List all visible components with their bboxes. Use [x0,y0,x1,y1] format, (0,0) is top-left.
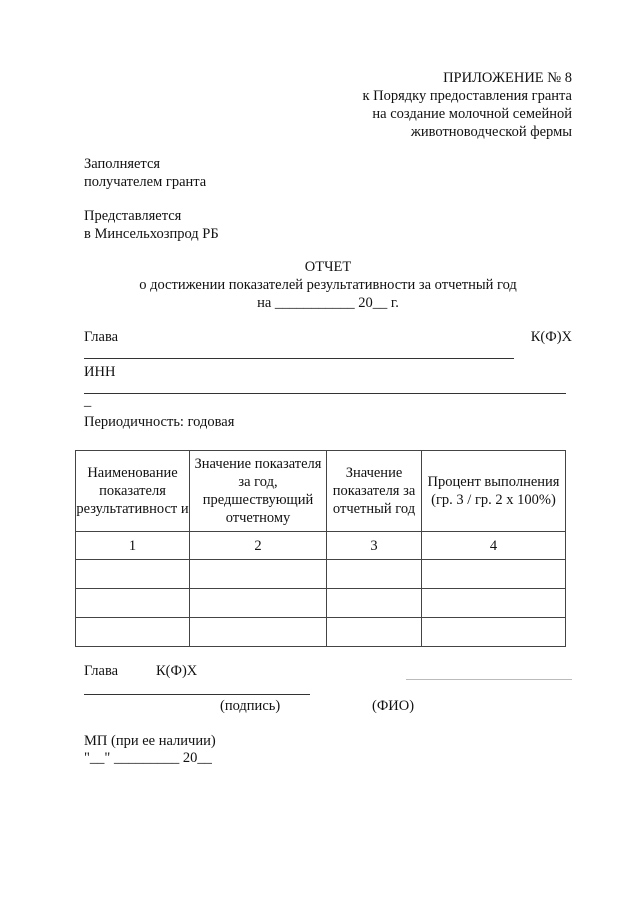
table-cell[interactable] [327,589,422,618]
column-header: Значение показателя за год, предшествующий отчетному [190,451,327,532]
table-cell[interactable] [422,560,566,589]
appendix-line: ПРИЛОЖЕНИЕ № 8 [443,70,572,86]
periodicity-label: Периодичность: годовая [84,414,235,430]
head-name-field[interactable] [84,358,514,359]
head-label: Глава [84,329,119,345]
fio-field[interactable] [406,679,572,680]
table-cell[interactable] [76,618,190,647]
column-header: Значение показателя за отчетный год [327,451,422,532]
table-cell[interactable] [327,618,422,647]
column-header: Наименование показателя результативност и [76,451,190,532]
presented-to-line: Представляется [84,208,182,224]
table-cell[interactable] [76,589,190,618]
presented-to-block [84,207,219,243]
table-cell[interactable] [76,560,190,589]
appendix-line: животноводческой фермы [410,124,572,140]
head-row [84,329,572,346]
inn-label: ИНН [84,364,116,380]
table-row [76,589,566,618]
filled-by-block [84,155,206,191]
report-subtitle: о достижении показателей результативности за отчетный год [139,277,517,293]
column-header: Процент выполнения (гр. 3 / гр. 2 х 100%) [422,451,566,532]
table-cell[interactable] [422,589,566,618]
table-cell[interactable] [190,618,327,647]
column-number: 2 [190,532,327,560]
indicators-table [75,450,566,647]
presented-to-line: в Минсельхозпрод РБ [84,226,219,242]
report-date-line: на ___________ 20__ г. [257,295,399,311]
report-title-block [120,258,536,312]
table-cell[interactable] [327,560,422,589]
signature-kfx-label: К(Ф)Х [156,663,198,679]
column-number: 3 [327,532,422,560]
column-number: 1 [76,532,190,560]
column-number-row [76,532,566,560]
stamp-label: МП (при ее наличии) [84,733,216,749]
table-cell[interactable] [190,589,327,618]
signature-head-label: Глава [84,663,119,679]
table-cell[interactable] [190,560,327,589]
appendix-block [272,69,572,141]
table-row [76,618,566,647]
table-row [76,560,566,589]
fio-caption: (ФИО) [372,698,415,714]
table-header-row [76,451,566,532]
column-number: 4 [422,532,566,560]
filled-by-line: Заполняется [84,156,161,172]
signature-field[interactable] [84,694,310,695]
appendix-line: к Порядку предоставления гранта [362,88,572,104]
report-title: ОТЧЕТ [304,259,352,275]
signature-date: "__" _________ 20__ [84,750,212,766]
signature-caption: (подпись) [220,698,281,714]
table-cell[interactable] [422,618,566,647]
inn-field[interactable] [84,393,566,394]
inn-dash: _ [84,393,92,409]
appendix-line: на создание молочной семейной [372,106,572,122]
kfx-label: К(Ф)Х [530,329,572,345]
filled-by-line: получателем гранта [84,174,207,190]
